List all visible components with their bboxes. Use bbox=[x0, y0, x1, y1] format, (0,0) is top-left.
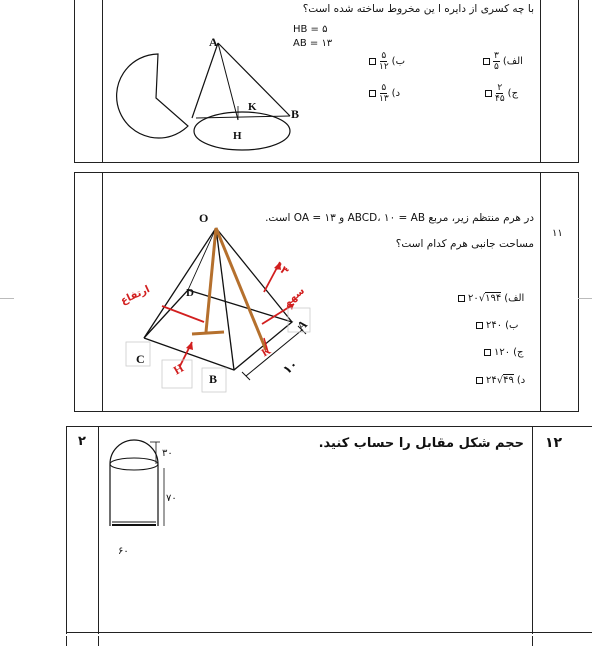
q10-border-left bbox=[74, 0, 75, 163]
option-key: ج) bbox=[507, 88, 519, 99]
q11-label-o: O bbox=[199, 211, 209, 225]
option-key: د) bbox=[516, 374, 526, 386]
q12-radius-label: ۳۰ bbox=[162, 448, 173, 459]
q11-oa-length: ۱۳ bbox=[272, 259, 292, 278]
q12-question: حجم شکل مقابل را حساب کنید. bbox=[318, 436, 524, 451]
q12-border-num bbox=[532, 426, 533, 634]
checkbox-icon[interactable] bbox=[476, 377, 483, 384]
option-fraction: $\frac{۲}{۴۵}$ bbox=[495, 83, 505, 104]
page-side-mark-left bbox=[0, 298, 14, 299]
option-fraction: $\frac{۵}{۱۳}$ bbox=[379, 83, 389, 104]
q11-label-h: H bbox=[170, 360, 186, 378]
option-key: ب) bbox=[391, 56, 405, 67]
option-root: ۲۴ √ ۴۹ bbox=[486, 374, 514, 386]
q11-height-annotation: ارتفاع bbox=[119, 284, 152, 307]
q10-border-inner bbox=[102, 0, 103, 163]
option-root: ۲۰ √ ۱۹۴ bbox=[468, 292, 502, 304]
q13-border-left bbox=[66, 636, 67, 646]
q12-border-inner bbox=[98, 426, 99, 634]
q10-label-k: K bbox=[248, 101, 257, 113]
q11-label-b: B bbox=[209, 372, 218, 386]
page-side-mark-right bbox=[578, 298, 592, 299]
q12-number: ۱۲ bbox=[545, 435, 563, 451]
q11-label-d: D bbox=[186, 287, 194, 299]
q10-label-b: B bbox=[291, 107, 300, 121]
q10-border-right bbox=[578, 0, 579, 163]
q12-score: ۲ bbox=[78, 434, 86, 449]
q13-border-inner bbox=[98, 636, 99, 646]
q11-label-a: A bbox=[294, 316, 310, 334]
q12-bottom-label: ۶۰ bbox=[118, 546, 129, 557]
q11-border-left bbox=[74, 172, 75, 412]
q11-border-right bbox=[578, 172, 579, 412]
q12-height-label: ۷۰ bbox=[166, 493, 177, 504]
checkbox-icon[interactable] bbox=[476, 322, 483, 329]
q12-border-left bbox=[66, 426, 67, 634]
q12-bottom-rule bbox=[66, 632, 592, 633]
q11-option-jim[interactable] bbox=[484, 347, 523, 358]
q11-border-num bbox=[540, 172, 541, 412]
q10-label-a: A bbox=[209, 35, 218, 49]
q10-option-jim[interactable] bbox=[485, 83, 518, 104]
q10-option-dal[interactable] bbox=[369, 83, 400, 104]
option-key: ب) bbox=[505, 320, 519, 331]
option-key: ج) bbox=[513, 347, 524, 358]
option-key: الف) bbox=[502, 56, 523, 67]
q10-question: با چه کسری از دایره ا ین مخروط ساخته شده است؟ bbox=[302, 3, 534, 15]
q11-top-rule bbox=[74, 172, 579, 173]
q11-slant-annotation: سهم bbox=[281, 285, 307, 310]
option-key: الف) bbox=[504, 292, 525, 304]
q11-option-be[interactable] bbox=[476, 320, 518, 331]
q10-bottom-rule bbox=[74, 162, 579, 163]
q11-ab-length: ۱۰ bbox=[280, 356, 301, 378]
sqrt-icon: √ bbox=[496, 374, 504, 386]
q11-label-k: K bbox=[259, 344, 273, 360]
q10-border-num bbox=[540, 0, 541, 163]
q11-question-line2: مساحت جانبی هرم کدام است؟ bbox=[395, 238, 534, 250]
q10-given-hb: HB = ۵ bbox=[293, 24, 328, 35]
q11-border-inner bbox=[102, 172, 103, 412]
q11-option-alef[interactable] bbox=[458, 292, 524, 304]
q10-cone-figure bbox=[104, 30, 304, 160]
checkbox-icon[interactable] bbox=[484, 349, 491, 356]
q11-label-c: C bbox=[136, 352, 145, 366]
option-value: ۱۲۰ bbox=[494, 347, 511, 358]
q10-option-alef[interactable] bbox=[483, 51, 523, 72]
q12-top-rule bbox=[66, 426, 592, 427]
q10-option-be[interactable] bbox=[369, 51, 405, 72]
hemisphere-top bbox=[110, 440, 158, 464]
checkbox-icon[interactable] bbox=[369, 58, 376, 65]
checkbox-icon[interactable] bbox=[485, 90, 492, 97]
q11-number: ۱۱ bbox=[552, 228, 563, 239]
option-fraction: $\frac{۳}{۵}$ bbox=[494, 51, 499, 72]
sqrt-icon: √ bbox=[478, 292, 486, 304]
q11-bottom-rule bbox=[74, 411, 579, 412]
option-fraction: $\frac{۵}{۱۲}$ bbox=[379, 51, 389, 72]
q10-given-ab: AB = ۱۳ bbox=[293, 38, 333, 49]
q11-question-line1: در هرم منتظم زیر، مربع ABCD، ۱۰ = AB و ۱۳ = OA است. bbox=[265, 212, 534, 224]
q13-border-num bbox=[532, 636, 533, 646]
checkbox-icon[interactable] bbox=[369, 90, 376, 97]
checkbox-icon[interactable] bbox=[458, 295, 465, 302]
q11-option-dal[interactable] bbox=[476, 374, 525, 386]
q10-label-h: H bbox=[233, 130, 242, 142]
circle-sector bbox=[117, 54, 188, 138]
checkbox-icon[interactable] bbox=[483, 58, 490, 65]
option-key: د) bbox=[391, 88, 401, 99]
option-value: ۲۴۰ bbox=[486, 320, 503, 331]
